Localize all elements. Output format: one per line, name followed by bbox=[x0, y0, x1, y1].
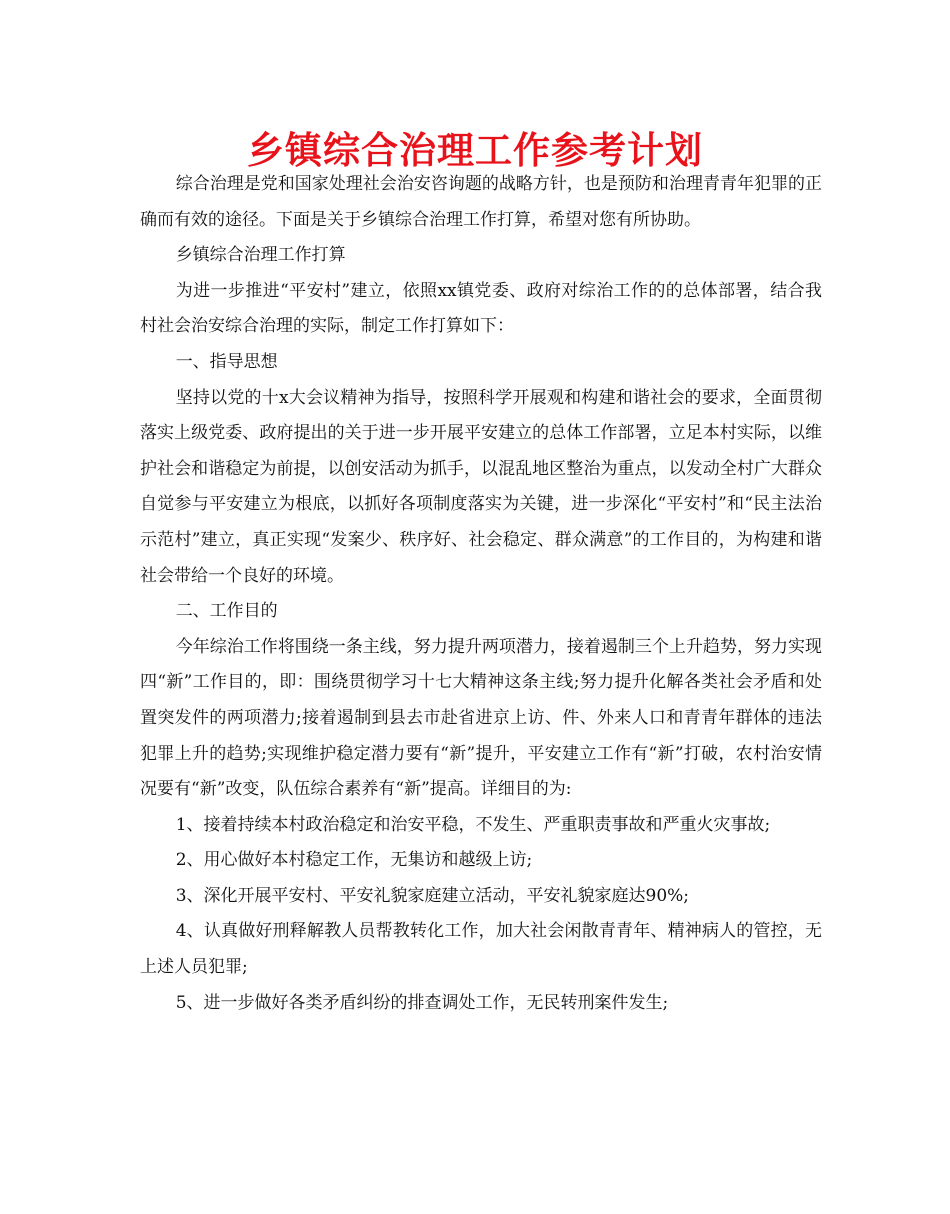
paragraph-subtitle: 乡镇综合治理工作打算 bbox=[175, 245, 346, 266]
document-body bbox=[140, 167, 822, 1021]
section-heading-work-goals: 二、工作目的 bbox=[175, 601, 278, 622]
list-item-goal-5: 5、进一步做好各类矛盾纠纷的排查调处工作，无民转刑案件发生; bbox=[175, 992, 669, 1013]
paragraph-intro: 综合治理是党和国家处理社会治安咨询题的战略方针，也是预防和治理青青年犯罪的正确而有效的途径。下面是关于乡镇综合治理工作打算，希望对您有所协助。 bbox=[140, 174, 822, 230]
list-item-goal-1: 1、接着持续本村政治稳定和治安平稳，不发生、严重职责事故和严重火灾事故; bbox=[175, 814, 771, 835]
document-title: 乡镇综合治理工作参考计划 bbox=[247, 129, 703, 172]
list-item-goal-3: 3、深化开展平安村、平安礼貌家庭建立活动，平安礼貌家庭达90%; bbox=[175, 885, 690, 906]
paragraph-guiding-thought: 坚持以党的十x大会议精神为指导，按照科学开展观和构建和谐社会的要求，全面贯彻落实上级党委、政府提出的关于进一步开展平安建立的总体工作部署，立足本村实际，以维护社会和谐稳定为前提，以创安活动为抓手，以混乱地区整治为重点，以发动全村广大群众自觉参与平安建立为根底，以抓好各项制度落实为关键，进一步深化“平安村”和“民主法治示范村”建立，真正实现“发案少、秩序好、社会稳定、群众满意”的工作目的，为构建和谐社会带给一个良好的环境。 bbox=[140, 387, 822, 586]
list-item-goal-4: 4、认真做好刑释解教人员帮教转化工作，加大社会闲散青青年、精神病人的管控，无上述人员犯罪; bbox=[140, 921, 822, 978]
list-item-goal-2: 2、用心做好本村稳定工作，无集访和越级上访; bbox=[175, 850, 533, 871]
section-heading-guiding-thought: 一、指导思想 bbox=[175, 351, 278, 372]
paragraph-preamble: 为进一步推进“平安村”建立，依照xx镇党委、政府对综治工作的的总体部署，结合我村社会治安综合治理的实际，制定工作打算如下： bbox=[140, 280, 822, 337]
paragraph-work-goals: 今年综治工作将围绕一条主线，努力提升两项潜力，接着遏制三个上升趋势，努力实现四“新”工作目的，即：围绕贯彻学习十七大精神这条主线;努力提升化解各类社会矛盾和处置突发件的两项潜力;接着遏制到县去市赴省进京上访、件、外来人口和青青年群体的违法犯罪上升的趋势;实现维护稳定潜力要有“新”提升，平安建立工作有“新”打破，农村治安情况要有“新”改变，队伍综合素养有“新”提高。详细目的为: bbox=[140, 636, 822, 800]
